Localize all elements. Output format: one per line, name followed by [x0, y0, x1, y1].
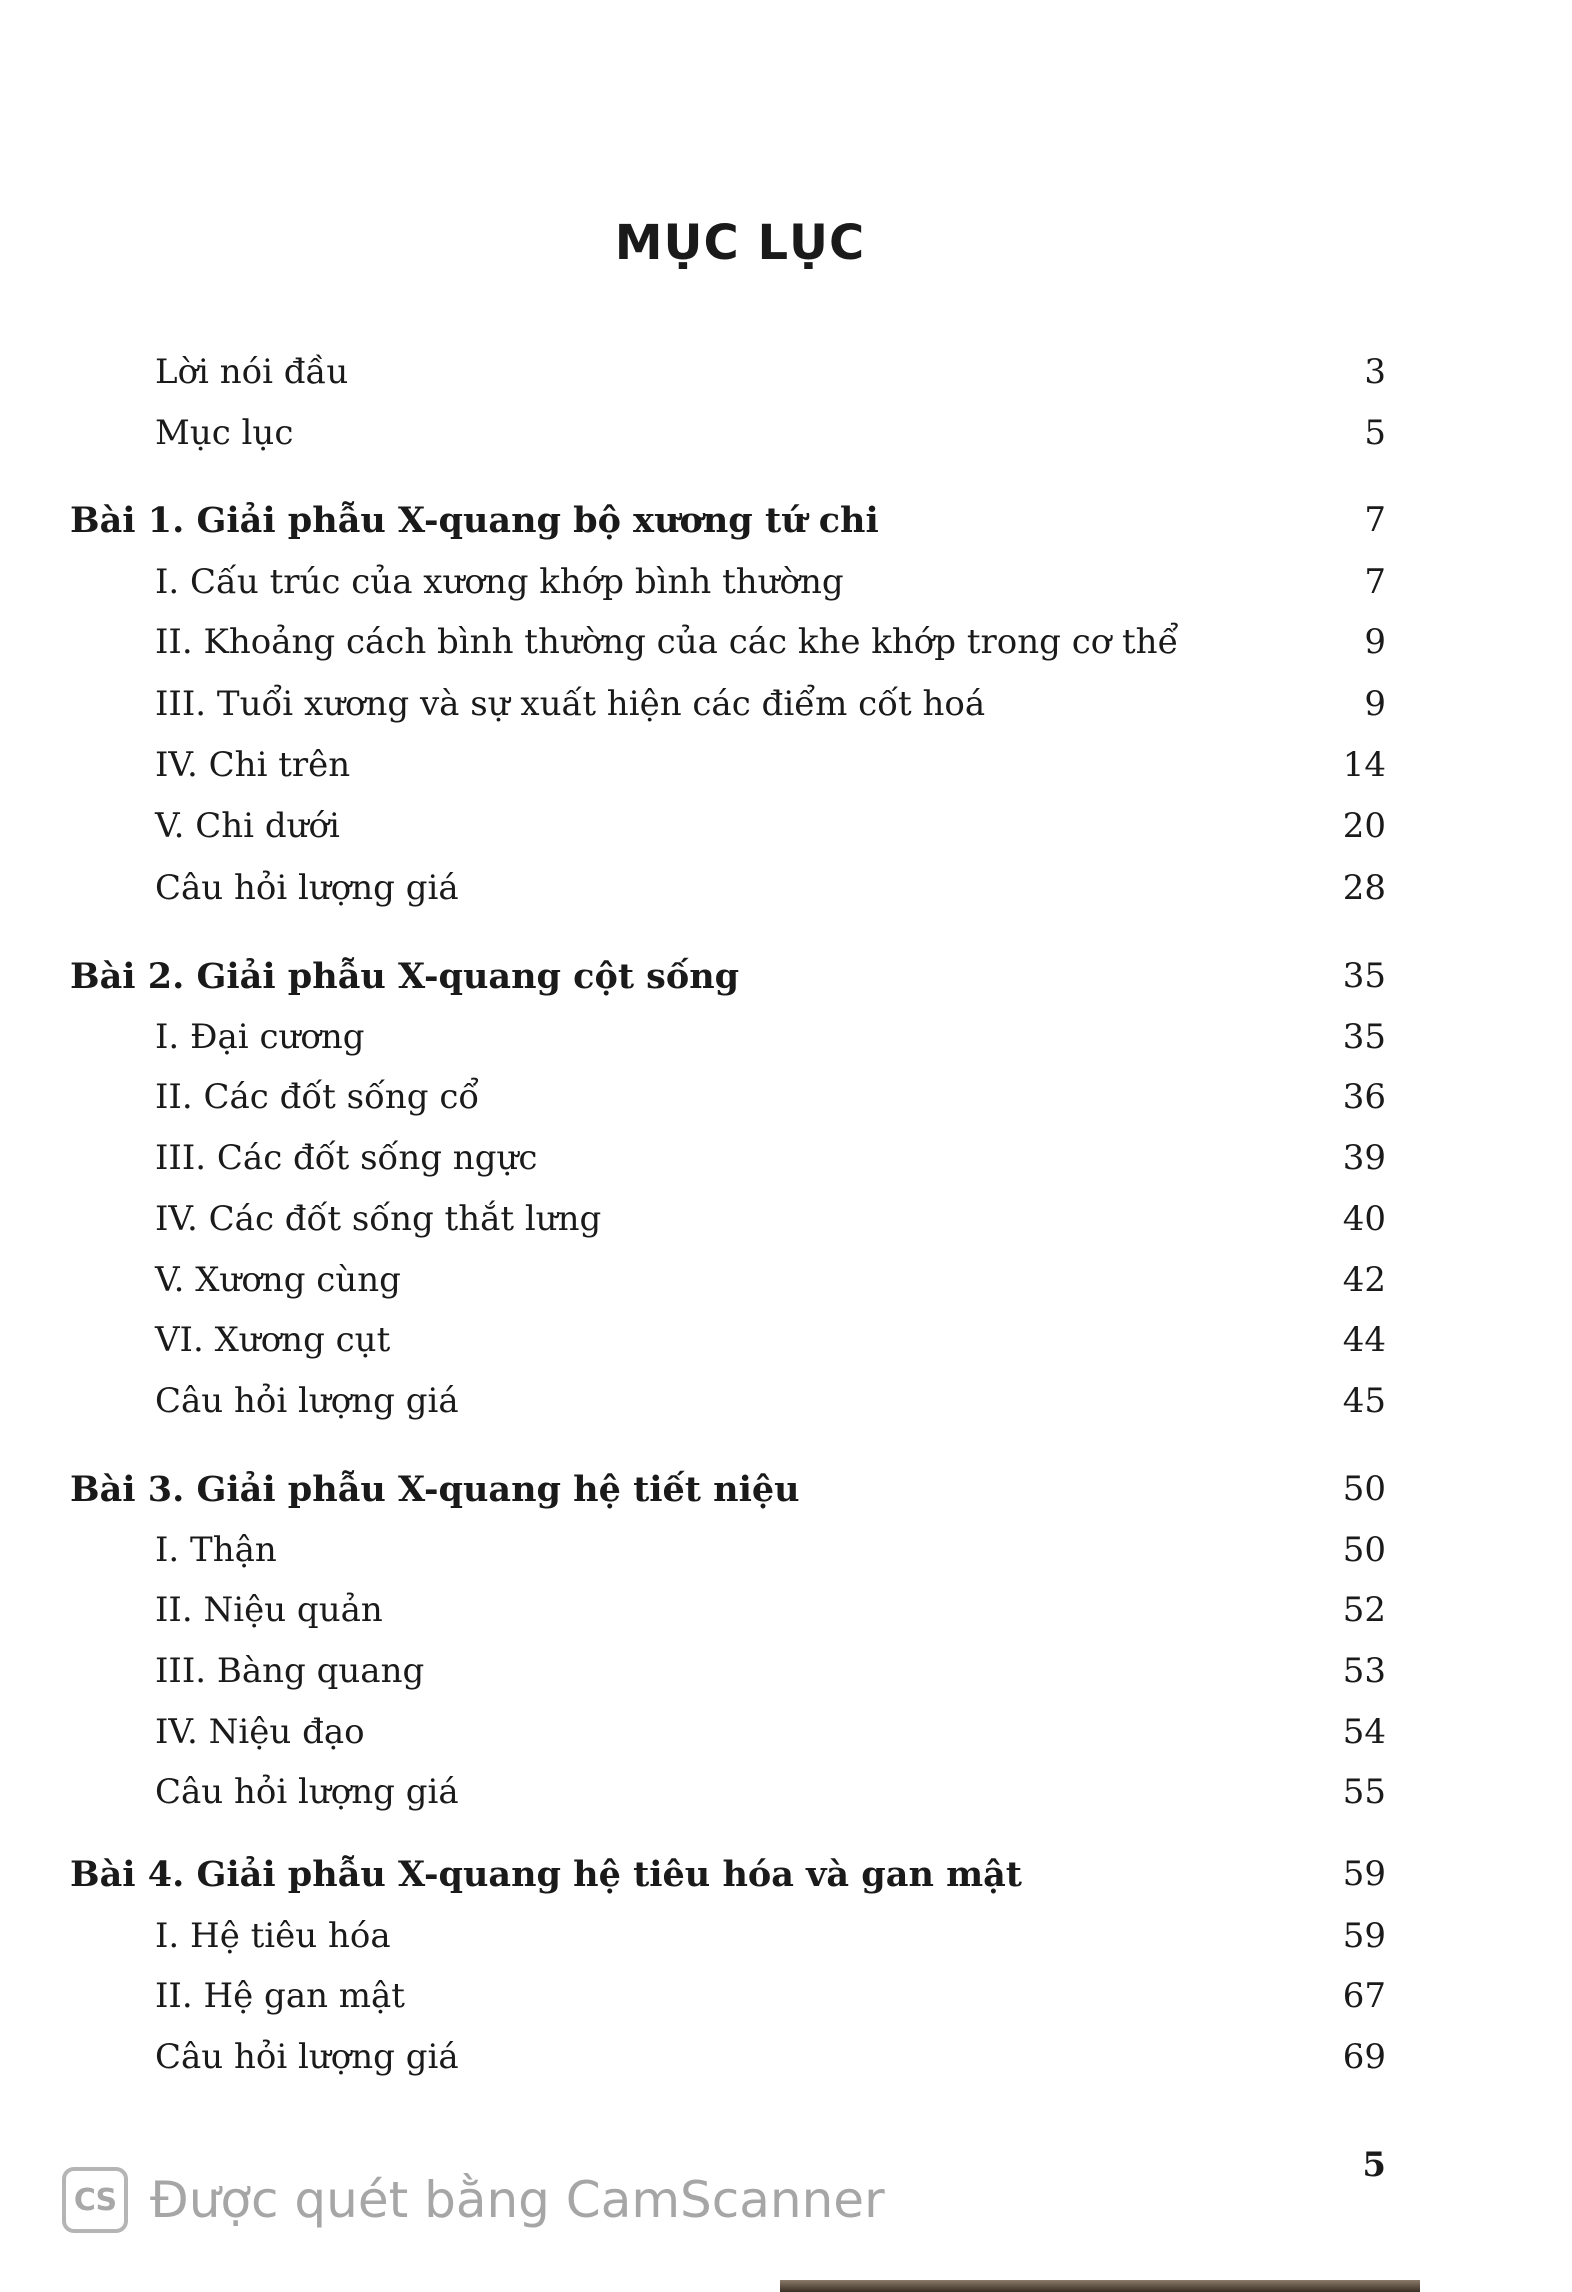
toc-item — [0, 1530, 1572, 1580]
toc-entry-page: 53 — [1342, 1651, 1386, 1691]
toc-item — [0, 1712, 1572, 1762]
toc-entry-page: 55 — [1342, 1772, 1386, 1812]
toc-entry-page: 40 — [1342, 1199, 1386, 1239]
toc-entry-label: Câu hỏi lượng giá — [155, 1381, 459, 1421]
toc-entry-label: IV. Chi trên — [155, 745, 351, 785]
toc-item — [0, 352, 1572, 402]
toc-entry-label: Câu hỏi lượng giá — [155, 1772, 459, 1812]
toc-entry-page: 69 — [1342, 2037, 1386, 2077]
toc-entry-label: I. Đại cương — [155, 1017, 365, 1057]
toc-entry-page: 36 — [1342, 1077, 1386, 1117]
camscanner-logo-icon: CS — [62, 2167, 128, 2233]
toc-chapter — [0, 1854, 1572, 1904]
toc-entry-page: 28 — [1342, 868, 1386, 908]
toc-entry-label: VI. Xương cụt — [155, 1320, 391, 1360]
toc-entry-page: 7 — [1364, 562, 1386, 602]
toc-chapter — [0, 956, 1572, 1006]
toc-entry-label: Mục lục — [155, 413, 294, 453]
toc-entry-label: II. Khoảng cách bình thường của các khe khớp trong cơ thể — [155, 622, 1179, 662]
toc-item — [0, 1916, 1572, 1966]
toc-item — [0, 622, 1572, 672]
toc-entry-label: III. Bàng quang — [155, 1651, 425, 1691]
toc-entry-label: III. Các đốt sống ngực — [155, 1138, 538, 1178]
toc-entry-page: 59 — [1342, 1916, 1386, 1956]
toc-entry-label: Bài 1. Giải phẫu X-quang bộ xương tứ chi — [70, 500, 879, 541]
toc-item — [0, 1976, 1572, 2026]
toc-entry-label: III. Tuổi xương và sự xuất hiện các điểm cốt hoá — [155, 684, 986, 724]
toc-chapter — [0, 1469, 1572, 1519]
toc-item — [0, 868, 1572, 918]
toc-entry-page: 59 — [1342, 1854, 1386, 1894]
toc-item — [0, 806, 1572, 856]
toc-entry-page: 5 — [1364, 413, 1386, 453]
toc-entry-label: II. Các đốt sống cổ — [155, 1077, 480, 1117]
toc-entry-label: II. Niệu quản — [155, 1590, 383, 1630]
watermark-text: Được quét bằng CamScanner — [150, 2171, 885, 2229]
toc-chapter — [0, 500, 1572, 550]
toc-entry-label: IV. Các đốt sống thắt lưng — [155, 1199, 602, 1239]
toc-item — [0, 562, 1572, 612]
toc-entry-page: 35 — [1342, 1017, 1386, 1057]
toc-entry-label: Bài 3. Giải phẫu X-quang hệ tiết niệu — [70, 1469, 800, 1510]
toc-entry-label: Bài 2. Giải phẫu X-quang cột sống — [70, 956, 740, 997]
toc-entry-page: 14 — [1342, 745, 1386, 785]
toc-item — [0, 1772, 1572, 1822]
toc-entry-label: I. Hệ tiêu hóa — [155, 1916, 391, 1956]
toc-entry-label: II. Hệ gan mật — [155, 1976, 405, 2016]
toc-entry-label: V. Xương cùng — [155, 1260, 401, 1300]
toc-entry-page: 52 — [1342, 1590, 1386, 1630]
toc-item — [0, 1381, 1572, 1431]
toc-item — [0, 1199, 1572, 1249]
toc-entry-page: 39 — [1342, 1138, 1386, 1178]
toc-entry-page: 45 — [1342, 1381, 1386, 1421]
toc-entry-label: Câu hỏi lượng giá — [155, 2037, 459, 2077]
toc-entry-page: 9 — [1364, 622, 1386, 662]
toc-item — [0, 1590, 1572, 1640]
toc-item — [0, 1651, 1572, 1701]
toc-entry-page: 35 — [1342, 956, 1386, 996]
toc-entry-page: 50 — [1342, 1469, 1386, 1509]
page-number: 5 — [1362, 2145, 1386, 2185]
camscanner-watermark — [62, 2165, 885, 2235]
toc-item — [0, 1138, 1572, 1188]
toc-item — [0, 1260, 1572, 1310]
toc-entry-page: 50 — [1342, 1530, 1386, 1570]
toc-entry-page: 7 — [1364, 500, 1386, 540]
toc-entry-label: Bài 4. Giải phẫu X-quang hệ tiêu hóa và gan mật — [70, 1854, 1022, 1895]
toc-entry-label: Câu hỏi lượng giá — [155, 868, 459, 908]
toc-item — [0, 684, 1572, 734]
toc-entry-page: 44 — [1342, 1320, 1386, 1360]
toc-entry-page: 3 — [1364, 352, 1386, 392]
toc-entry-page: 20 — [1342, 806, 1386, 846]
toc-item — [0, 413, 1572, 463]
toc-entry-label: Lời nói đầu — [155, 352, 349, 392]
toc-entry-label: IV. Niệu đạo — [155, 1712, 365, 1752]
toc-item — [0, 1320, 1572, 1370]
toc-entry-page: 54 — [1342, 1712, 1386, 1752]
toc-entry-label: I. Cấu trúc của xương khớp bình thường — [155, 562, 844, 602]
toc-item — [0, 1017, 1572, 1067]
page-title: MỤC LỤC — [614, 215, 866, 271]
toc-entry-page: 9 — [1364, 684, 1386, 724]
toc-item — [0, 2037, 1572, 2087]
scan-edge-decoration — [780, 2280, 1420, 2292]
toc-entry-page: 67 — [1342, 1976, 1386, 2016]
toc-item — [0, 745, 1572, 795]
toc-entry-label: I. Thận — [155, 1530, 277, 1570]
toc-item — [0, 1077, 1572, 1127]
toc-entry-label: V. Chi dưới — [155, 806, 340, 846]
toc-entry-page: 42 — [1342, 1260, 1386, 1300]
